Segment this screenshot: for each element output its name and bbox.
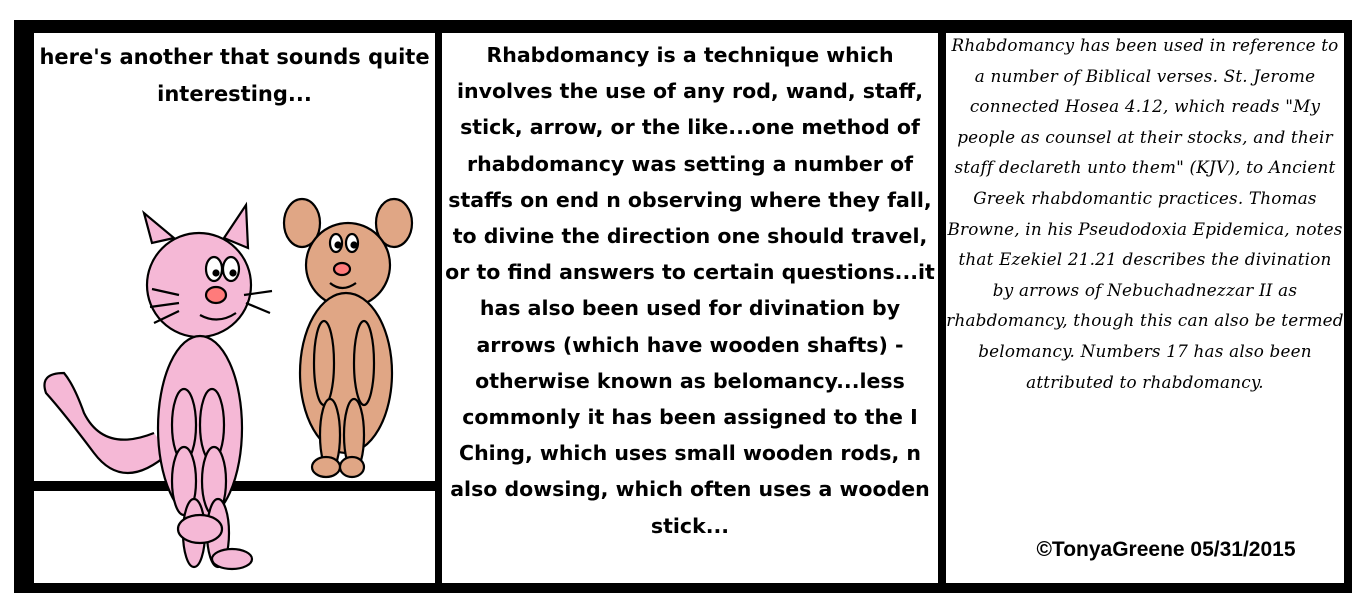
panel-1-caption: here's another that sounds quite interesting... xyxy=(39,45,430,106)
panel-3-caption: Rhabdomancy has been used in reference to a number of Biblical verses. St. Jerome connected Hosea 4.12, which reads "My people as counsel at their stocks, and their staff declareth unto them" (KJV), to Ancient Greek rhabdomantic practices. Thomas Browne, in his Pseudodoxia Epidemica, notes that Ezekiel 21.21 describes the divination by arrows of Nebuchadnezzar II as rhabdomancy, though this can also be termed belomancy. Numbers 17 has also been attributed to rhabdomancy. xyxy=(946,35,1344,392)
panel-2 xyxy=(442,33,938,583)
panel-1 xyxy=(34,33,435,583)
comic-strip xyxy=(14,20,1352,593)
panel-1-illustration xyxy=(34,33,435,583)
copyright-signature: ©TonyaGreene 05/31/2015 xyxy=(1036,538,1296,561)
panel-2-caption: Rhabdomancy is a technique which involves the use of any rod, wand, staff, stick, arrow, or the like...one method of rhabdomancy was setting a number of staffs on end n observing where they fall, to divine the direction one should travel, or to find answers to certain questions...it has also been used for divination by arrows (which have wooden shafts) - otherwise known as belomancy...less commonly it has been assigned to the I Ching, which uses small wooden rods, n also dowsing, which often uses a wooden stick... xyxy=(445,43,935,538)
panel-3 xyxy=(946,33,1344,583)
bear xyxy=(284,199,412,477)
cat xyxy=(44,205,272,569)
